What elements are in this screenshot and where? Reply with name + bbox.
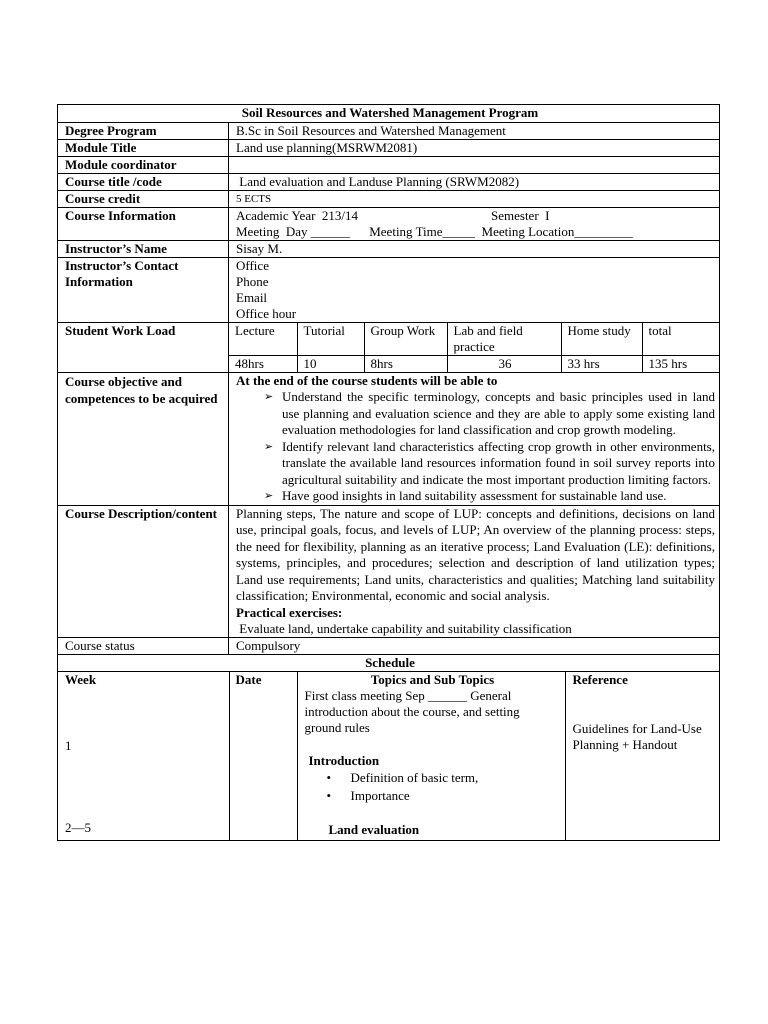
reference-text: Guidelines for Land-Use Planning + Handout	[572, 721, 702, 753]
description-label: Course Description/content	[58, 505, 229, 638]
schedule-cell	[58, 672, 720, 841]
contact-email: Email	[236, 290, 268, 305]
objective-item: ➢ Have good insights in land suitability assessment for sustainable land use.	[264, 488, 667, 503]
arrow-bullet-icon: ➢	[264, 391, 274, 403]
workload-header-lab-field: Lab and field practice	[447, 323, 561, 356]
bullet-dot-icon: •	[326, 788, 332, 804]
land-evaluation-heading: Land evaluation	[328, 822, 420, 838]
introduction-heading: Introduction	[308, 753, 380, 769]
course-title-label: Course title /code	[58, 174, 229, 191]
course-title-value: Land evaluation and Landuse Planning (SRWM2082)	[229, 174, 720, 191]
schedule-topics-column	[297, 672, 565, 840]
contact-office-hour: Office hour	[236, 306, 297, 321]
schedule-date-column	[229, 672, 297, 840]
module-title-value: Land use planning(MSRWM2081)	[229, 140, 720, 157]
workload-header-tutorial: Tutorial	[297, 323, 364, 356]
workload-cell	[229, 323, 720, 373]
workload-value-total: 135 hrs	[642, 356, 720, 373]
academic-year: Academic Year 213/14	[236, 208, 359, 223]
arrow-bullet-icon: ➢	[264, 440, 274, 453]
credit-value: 5 ECTS	[229, 191, 720, 208]
workload-value-tutorial: 10	[297, 356, 364, 373]
degree-value: B.Sc in Soil Resources and Watershed Management	[229, 123, 720, 140]
workload-value-lab-field: 36	[447, 356, 561, 373]
objective-item: ➢ Understand the specific terminology, concepts and basic principles used in land use planning and evaluation science and they are able to apply some existing land evaluation methodologies for land classification and crop growth modeling.	[264, 389, 715, 437]
schedule-week-column	[58, 672, 229, 840]
objective-item: ➢ Identify relevant land characteristics affecting crop growth in other environments, translate the available land resources information found in soil survey reports into agricultural suitability and indicate the most important production limiting factors.	[264, 438, 715, 487]
contact-value	[229, 258, 720, 323]
practical-text: Evaluate land, undertake capability and suitability classification	[236, 621, 572, 637]
description-value	[229, 505, 720, 638]
workload-header-total: total	[642, 323, 720, 356]
schedule-title: Schedule	[58, 655, 720, 672]
week-header: Week	[65, 672, 97, 688]
instructor-label: Instructor’s Name	[58, 241, 229, 258]
objective-value	[229, 373, 720, 506]
course-info-value	[229, 208, 720, 241]
intro-item: • Importance	[326, 788, 410, 804]
workload-header-group-work: Group Work	[364, 323, 447, 356]
practical-label: Practical exercises:	[236, 605, 343, 621]
objective-list	[236, 389, 715, 505]
contact-phone: Phone	[236, 274, 269, 289]
workload-value-home-study: 33 hrs	[561, 356, 642, 373]
module-title-label: Module Title	[58, 140, 229, 157]
course-outline-document	[57, 104, 719, 841]
week-1: 1	[65, 738, 72, 754]
workload-table	[229, 323, 720, 372]
coordinator-value	[229, 157, 720, 174]
arrow-bullet-icon: ➢	[264, 490, 274, 502]
status-value: Compulsory	[229, 638, 720, 655]
schedule-table	[58, 672, 720, 840]
topics-intro: First class meeting Sep ______ General introduction about the course, and setting ground rules	[304, 688, 520, 736]
course-table	[57, 104, 720, 841]
schedule-reference-column	[565, 672, 720, 840]
credit-label: Course credit	[58, 191, 229, 208]
status-label: Course status	[58, 638, 229, 655]
degree-label: Degree Program	[58, 123, 229, 140]
semester: Semester I	[491, 208, 550, 223]
reference-header: Reference	[572, 672, 628, 688]
contact-office: Office	[236, 258, 269, 273]
workload-header-lecture: Lecture	[229, 323, 297, 356]
contact-label: Instructor’s Contact Information	[58, 258, 229, 323]
objective-intro: At the end of the course students will be able to	[236, 373, 498, 388]
course-info-label: Course Information	[58, 208, 229, 241]
workload-value-lecture: 48hrs	[229, 356, 297, 373]
meeting-info: Meeting Day ______ Meeting Time_____ Meeting Location_________	[236, 224, 633, 239]
objective-label: Course objective and competences to be acquired	[58, 373, 229, 506]
bullet-dot-icon: •	[326, 770, 332, 786]
intro-item: • Definition of basic term,	[326, 770, 479, 786]
workload-header-home-study: Home study	[561, 323, 642, 356]
workload-label: Student Work Load	[58, 323, 229, 373]
instructor-value: Sisay M.	[229, 241, 720, 258]
week-2-5: 2—5	[65, 820, 91, 836]
program-title: Soil Resources and Watershed Management Program	[58, 105, 720, 123]
description-text: Planning steps, The nature and scope of LUP: concepts and definitions, decisions on land use, principal goals, focus, and levels of LUP; An overview of the planning process: steps, the need for flexibility, planning as an iterative process; Land Evaluation (LE): definitions, systems, principles, and procedures; selection and description of land utilization types; Land use requirements; Land units, characteristics and qualities; Matching land suitability classification; Environmental, economic and social analysis.	[236, 505, 715, 604]
coordinator-label: Module coordinator	[58, 157, 229, 174]
date-header: Date	[235, 672, 262, 688]
topics-header: Topics and Sub Topics	[370, 672, 495, 688]
workload-value-group-work: 8hrs	[364, 356, 447, 373]
